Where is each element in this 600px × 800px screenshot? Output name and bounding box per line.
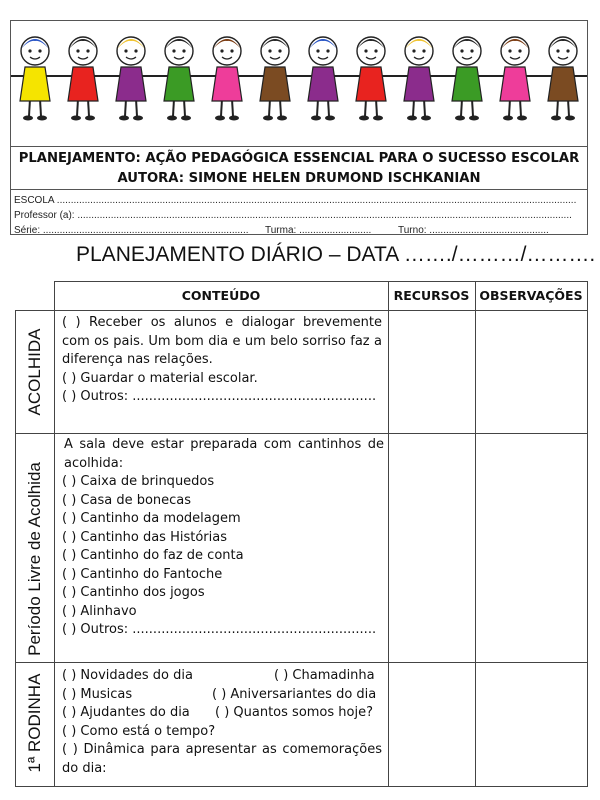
- observacoes-column-border: [475, 281, 476, 787]
- escola-field[interactable]: ESCOLA ...........................................................................................................................................................................................: [14, 195, 577, 206]
- child-figure: [203, 37, 251, 121]
- header-observacoes: OBSERVAÇÕES: [479, 288, 583, 303]
- table-left-border: [15, 310, 16, 787]
- rodinha-content: [62, 667, 382, 778]
- checklist-item[interactable]: ( ) Outros: ...........................................................: [62, 389, 377, 404]
- checklist-item[interactable]: ( ) Ajudantes do dia: [62, 705, 190, 720]
- checklist-item[interactable]: ( ) Casa de bonecas: [62, 492, 192, 508]
- row-divider-1: [15, 433, 588, 434]
- section-label-periodo-livre: Período Livre de Acolhida: [25, 462, 44, 656]
- row-divider-2: [15, 662, 588, 663]
- checklist-item[interactable]: ( ) Cantinho do faz de conta: [62, 548, 244, 563]
- child-figure: [299, 37, 347, 121]
- label-column-border: [54, 281, 55, 787]
- header-box: [10, 20, 588, 235]
- child-figure: [11, 37, 59, 121]
- acolhida-content: [62, 314, 382, 407]
- header-recursos: RECURSOS: [393, 288, 470, 303]
- children-illustration: [11, 21, 587, 126]
- checklist-item[interactable]: ( ) Guardar o material escolar.: [62, 370, 258, 386]
- serie-field[interactable]: Série: ..........................................................................: [14, 225, 249, 236]
- child-figure: [347, 37, 395, 121]
- checklist-item[interactable]: ( ) Cantinho dos jogos: [62, 585, 205, 600]
- child-figure: [155, 37, 203, 121]
- periodo-livre-list: [62, 473, 382, 640]
- section-label-rodinha: 1ª RODINHA: [25, 673, 44, 773]
- recursos-column-border: [388, 281, 389, 787]
- turma-field[interactable]: Turma: ..........................: [265, 225, 372, 236]
- section-intro: A sala deve estar preparada com cantinhos de acolhida:: [64, 437, 384, 471]
- daily-plan-title[interactable]: PLANEJAMENTO DIÁRIO – DATA ……./………/……….: [76, 243, 596, 266]
- checklist-item[interactable]: ( ) Chamadinha: [274, 668, 375, 683]
- checklist-item[interactable]: ( ) Caixa de brinquedos: [62, 474, 215, 489]
- child-figure: [395, 37, 443, 121]
- checklist-pair: [62, 667, 382, 686]
- child-figure: [59, 37, 107, 121]
- child-figure: [107, 37, 155, 121]
- checklist-item[interactable]: ( ) Como está o tempo?: [62, 723, 216, 739]
- child-figure: [251, 37, 299, 121]
- child-figure: [539, 37, 587, 121]
- title-line-1: PLANEJAMENTO: AÇÃO PEDAGÓGICA ESSENCIAL PARA O SUCESSO ESCOLAR: [18, 151, 580, 166]
- checklist-item[interactable]: ( ) Outros: ...........................................................: [62, 622, 377, 637]
- professor-field[interactable]: Professor (a): ..................................................................................................................................................................................: [14, 210, 572, 221]
- header-conteudo: CONTEÚDO: [181, 288, 261, 303]
- table-right-border: [587, 281, 588, 787]
- checklist-pair: [62, 686, 382, 705]
- checklist-item[interactable]: ( ) Aniversariantes do dia: [212, 686, 377, 702]
- table-bottom-border: [15, 786, 588, 787]
- child-figure: [491, 37, 539, 121]
- checklist-item[interactable]: ( ) Cantinho da modelagem: [62, 511, 241, 526]
- checklist-item[interactable]: ( ) Receber os alunos e dialogar brevemente com os pais. Um bom dia e um belo sorriso faz a diferença nas relações.: [62, 315, 382, 367]
- checklist-item[interactable]: ( ) Dinâmica para apresentar as comemorações do dia:: [62, 742, 382, 776]
- checklist-item[interactable]: ( ) Musicas: [62, 686, 133, 702]
- periodo-livre-content: [64, 436, 384, 473]
- checklist-item[interactable]: ( ) Alinhavo: [62, 603, 137, 619]
- checklist-item[interactable]: ( ) Cantinho do Fantoche: [62, 566, 223, 582]
- document-title: [11, 146, 587, 190]
- checklist-item[interactable]: ( ) Novidades do dia: [62, 668, 193, 683]
- section-label-acolhida: ACOLHIDA: [25, 328, 44, 416]
- title-line-2: AUTORA: SIMONE HELEN DRUMOND ISCHKANIAN: [117, 171, 481, 186]
- checklist-pair: [62, 704, 382, 723]
- checklist-item[interactable]: ( ) Quantos somos hoje?: [215, 705, 373, 720]
- school-info: [11, 191, 587, 235]
- turno-field[interactable]: Turno: ...........................................: [398, 225, 549, 236]
- checklist-item[interactable]: ( ) Cantinho das Histórias: [62, 529, 227, 545]
- child-figure: [443, 37, 491, 121]
